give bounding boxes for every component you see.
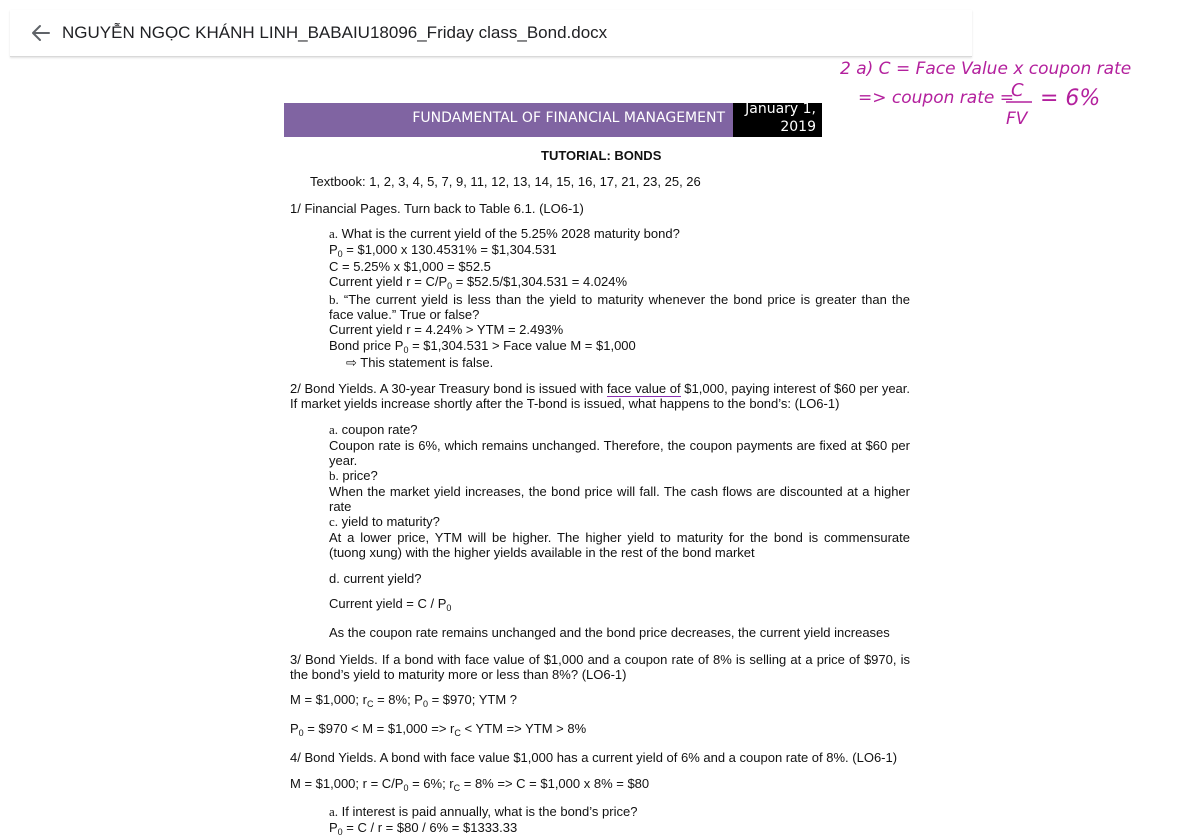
subscript: 0 xyxy=(403,345,409,355)
arrow-right-icon: ⇨ xyxy=(346,355,357,370)
q4a-answer-pre: P xyxy=(329,820,338,835)
q2-heading-underlined: face value of xyxy=(606,381,681,396)
q3-answer xyxy=(290,721,586,741)
q1a-yield-rest: = $52.5/$1,304.531 = 4.024% xyxy=(452,274,628,289)
subscript: C xyxy=(453,783,461,793)
date-line-2: 2019 xyxy=(780,119,816,135)
q2-heading xyxy=(290,381,910,411)
q2c-question xyxy=(329,514,440,529)
subscript: 0 xyxy=(337,249,343,259)
page-title: TUTORIAL: BONDS xyxy=(541,148,662,163)
q1b-question xyxy=(329,292,910,322)
q2c-answer: At a lower price, YTM will be higher. The higher yield to maturity for the bond is commensurate (tuong xung) with the higher yields available in the rest of the bond market xyxy=(329,530,910,560)
course-title: FUNDAMENTAL OF FINANCIAL MANAGEMENT xyxy=(412,110,725,126)
q2c-text: yield to maturity? xyxy=(338,514,440,529)
document-header-band xyxy=(284,103,822,137)
q4-givens xyxy=(290,776,649,796)
handwritten-fraction-numerator: C xyxy=(1011,80,1024,101)
q1-heading: 1/ Financial Pages. Turn back to Table 6.1. (LO6-1) xyxy=(290,201,584,216)
q4a-answer-rest: = C / r = $80 / 6% = $1333.33 xyxy=(342,820,518,835)
handwritten-result: = 6% xyxy=(1040,86,1101,111)
handwritten-line-2: => coupon rate = xyxy=(858,88,1014,108)
q2a-text: coupon rate? xyxy=(338,422,418,437)
handwritten-fraction-denominator: FV xyxy=(1006,109,1028,129)
q2b-label: b. xyxy=(329,468,339,483)
q1b-price-rest: = $1,304.531 > Face value M = $1,000 xyxy=(408,338,636,353)
q4-heading: 4/ Bond Yields. A bond with face value $1,000 has a current yield of 6% and a coupon rate of 8%. (LO6-1) xyxy=(290,750,898,765)
q2-heading-pre: 2/ Bond Yields. A 30-year Treasury bond is issued with xyxy=(290,381,607,396)
subscript: 0 xyxy=(446,603,452,613)
q2-heading-post: $1,000, paying interest of $60 per year. If market yields increase shortly after the T-bond is issued, what happens to the bond’s: (LO6-1) xyxy=(290,381,910,411)
subscript: C xyxy=(366,699,374,709)
p-symbol: P xyxy=(329,242,338,257)
q1b-conclusion-text: This statement is false. xyxy=(356,355,494,370)
q2b-question xyxy=(329,468,378,483)
q2d-formula-pre: Current yield = C / P xyxy=(329,596,447,611)
q3-answer-a: P xyxy=(290,721,299,736)
q2b-answer: When the market yield increases, the bond price will fall. The cash flows are discounted at a higher rate xyxy=(329,484,910,514)
course-banner xyxy=(284,103,733,137)
subscript: 0 xyxy=(422,699,428,709)
q3-answer-c: < YTM => YTM > 8% xyxy=(460,721,587,736)
handwritten-line-1: 2 a) C = Face Value x coupon rate xyxy=(840,59,1132,79)
q1b-price-pre: Bond price P xyxy=(329,338,404,353)
q2d-formula xyxy=(329,596,451,616)
arrow-left-icon[interactable] xyxy=(28,20,54,46)
q1b-label: b. xyxy=(329,292,339,307)
textbook-list: Textbook: 1, 2, 3, 4, 5, 7, 9, 11, 12, 13, 14, 15, 16, 17, 21, 23, 25, 26 xyxy=(310,174,701,189)
date-banner xyxy=(733,103,822,137)
q4a-answer xyxy=(329,820,517,840)
q1b-yield-line: Current yield r = 4.24% > YTM = 2.493% xyxy=(329,322,564,337)
document-title: NGUYỄN NGỌC KHÁNH LINH_BABAIU18096_Friday class_Bond.docx xyxy=(62,23,608,42)
subscript: 0 xyxy=(447,281,453,291)
q4a-label: a. xyxy=(329,804,339,819)
q1a-yield-pre: Current yield r = C/P xyxy=(329,274,448,289)
q4a-text: If interest is paid annually, what is the bond’s price? xyxy=(338,804,638,819)
q3-answer-b: = $970 < M = $1,000 => r xyxy=(303,721,455,736)
q1a-text: What is the current yield of the 5.25% 2028 maturity bond? xyxy=(338,226,680,241)
q1b-conclusion xyxy=(346,355,493,370)
q4a-question xyxy=(329,804,637,819)
q2d-answer: As the coupon rate remains unchanged and the bond price decreases, the current yield increases xyxy=(329,625,890,640)
document-title-bar xyxy=(10,10,972,57)
q2a-question xyxy=(329,422,418,437)
q3-givens-c: = $970; YTM ? xyxy=(427,692,517,707)
q4-givens-c: = 8% => C = $1,000 x 8% = $80 xyxy=(460,776,650,791)
q2c-label: c. xyxy=(329,514,339,529)
q1a-label: a. xyxy=(329,226,339,241)
q1a-price-rest: = $1,000 x 130.4531% = $1,304.531 xyxy=(342,242,557,257)
q3-givens-a: M = $1,000; r xyxy=(290,692,367,707)
subscript: 0 xyxy=(298,728,304,738)
q2b-text: price? xyxy=(338,468,378,483)
q3-givens xyxy=(290,692,517,712)
q1a-yield-line xyxy=(329,274,627,294)
subscript: C xyxy=(454,728,461,738)
q3-heading: 3/ Bond Yields. If a bond with face value of $1,000 and a coupon rate of 8% is selling at a price of $970, is the bond’s yield to maturity more or less than 8%? (LO6-1) xyxy=(290,652,910,682)
date-line-1: January 1, xyxy=(745,101,816,117)
q1a-coupon-line: C = 5.25% x $1,000 = $52.5 xyxy=(329,259,491,274)
q2a-label: a. xyxy=(329,422,339,437)
subscript: 0 xyxy=(337,827,343,837)
q1b-text: “The current yield is less than the yield to maturity whenever the bond price is greater than the face value.” True or false? xyxy=(329,292,910,322)
q2a-answer: Coupon rate is 6%, which remains unchanged. Therefore, the coupon payments are fixed at $60 per year. xyxy=(329,438,910,468)
q2d-question: d. current yield? xyxy=(329,571,422,586)
q3-givens-b: = 8%; P xyxy=(373,692,423,707)
q4-givens-a: M = $1,000; r = C/P xyxy=(290,776,404,791)
q1a-question xyxy=(329,226,680,241)
subscript: 0 xyxy=(403,783,409,793)
q4-givens-b: = 6%; r xyxy=(408,776,454,791)
